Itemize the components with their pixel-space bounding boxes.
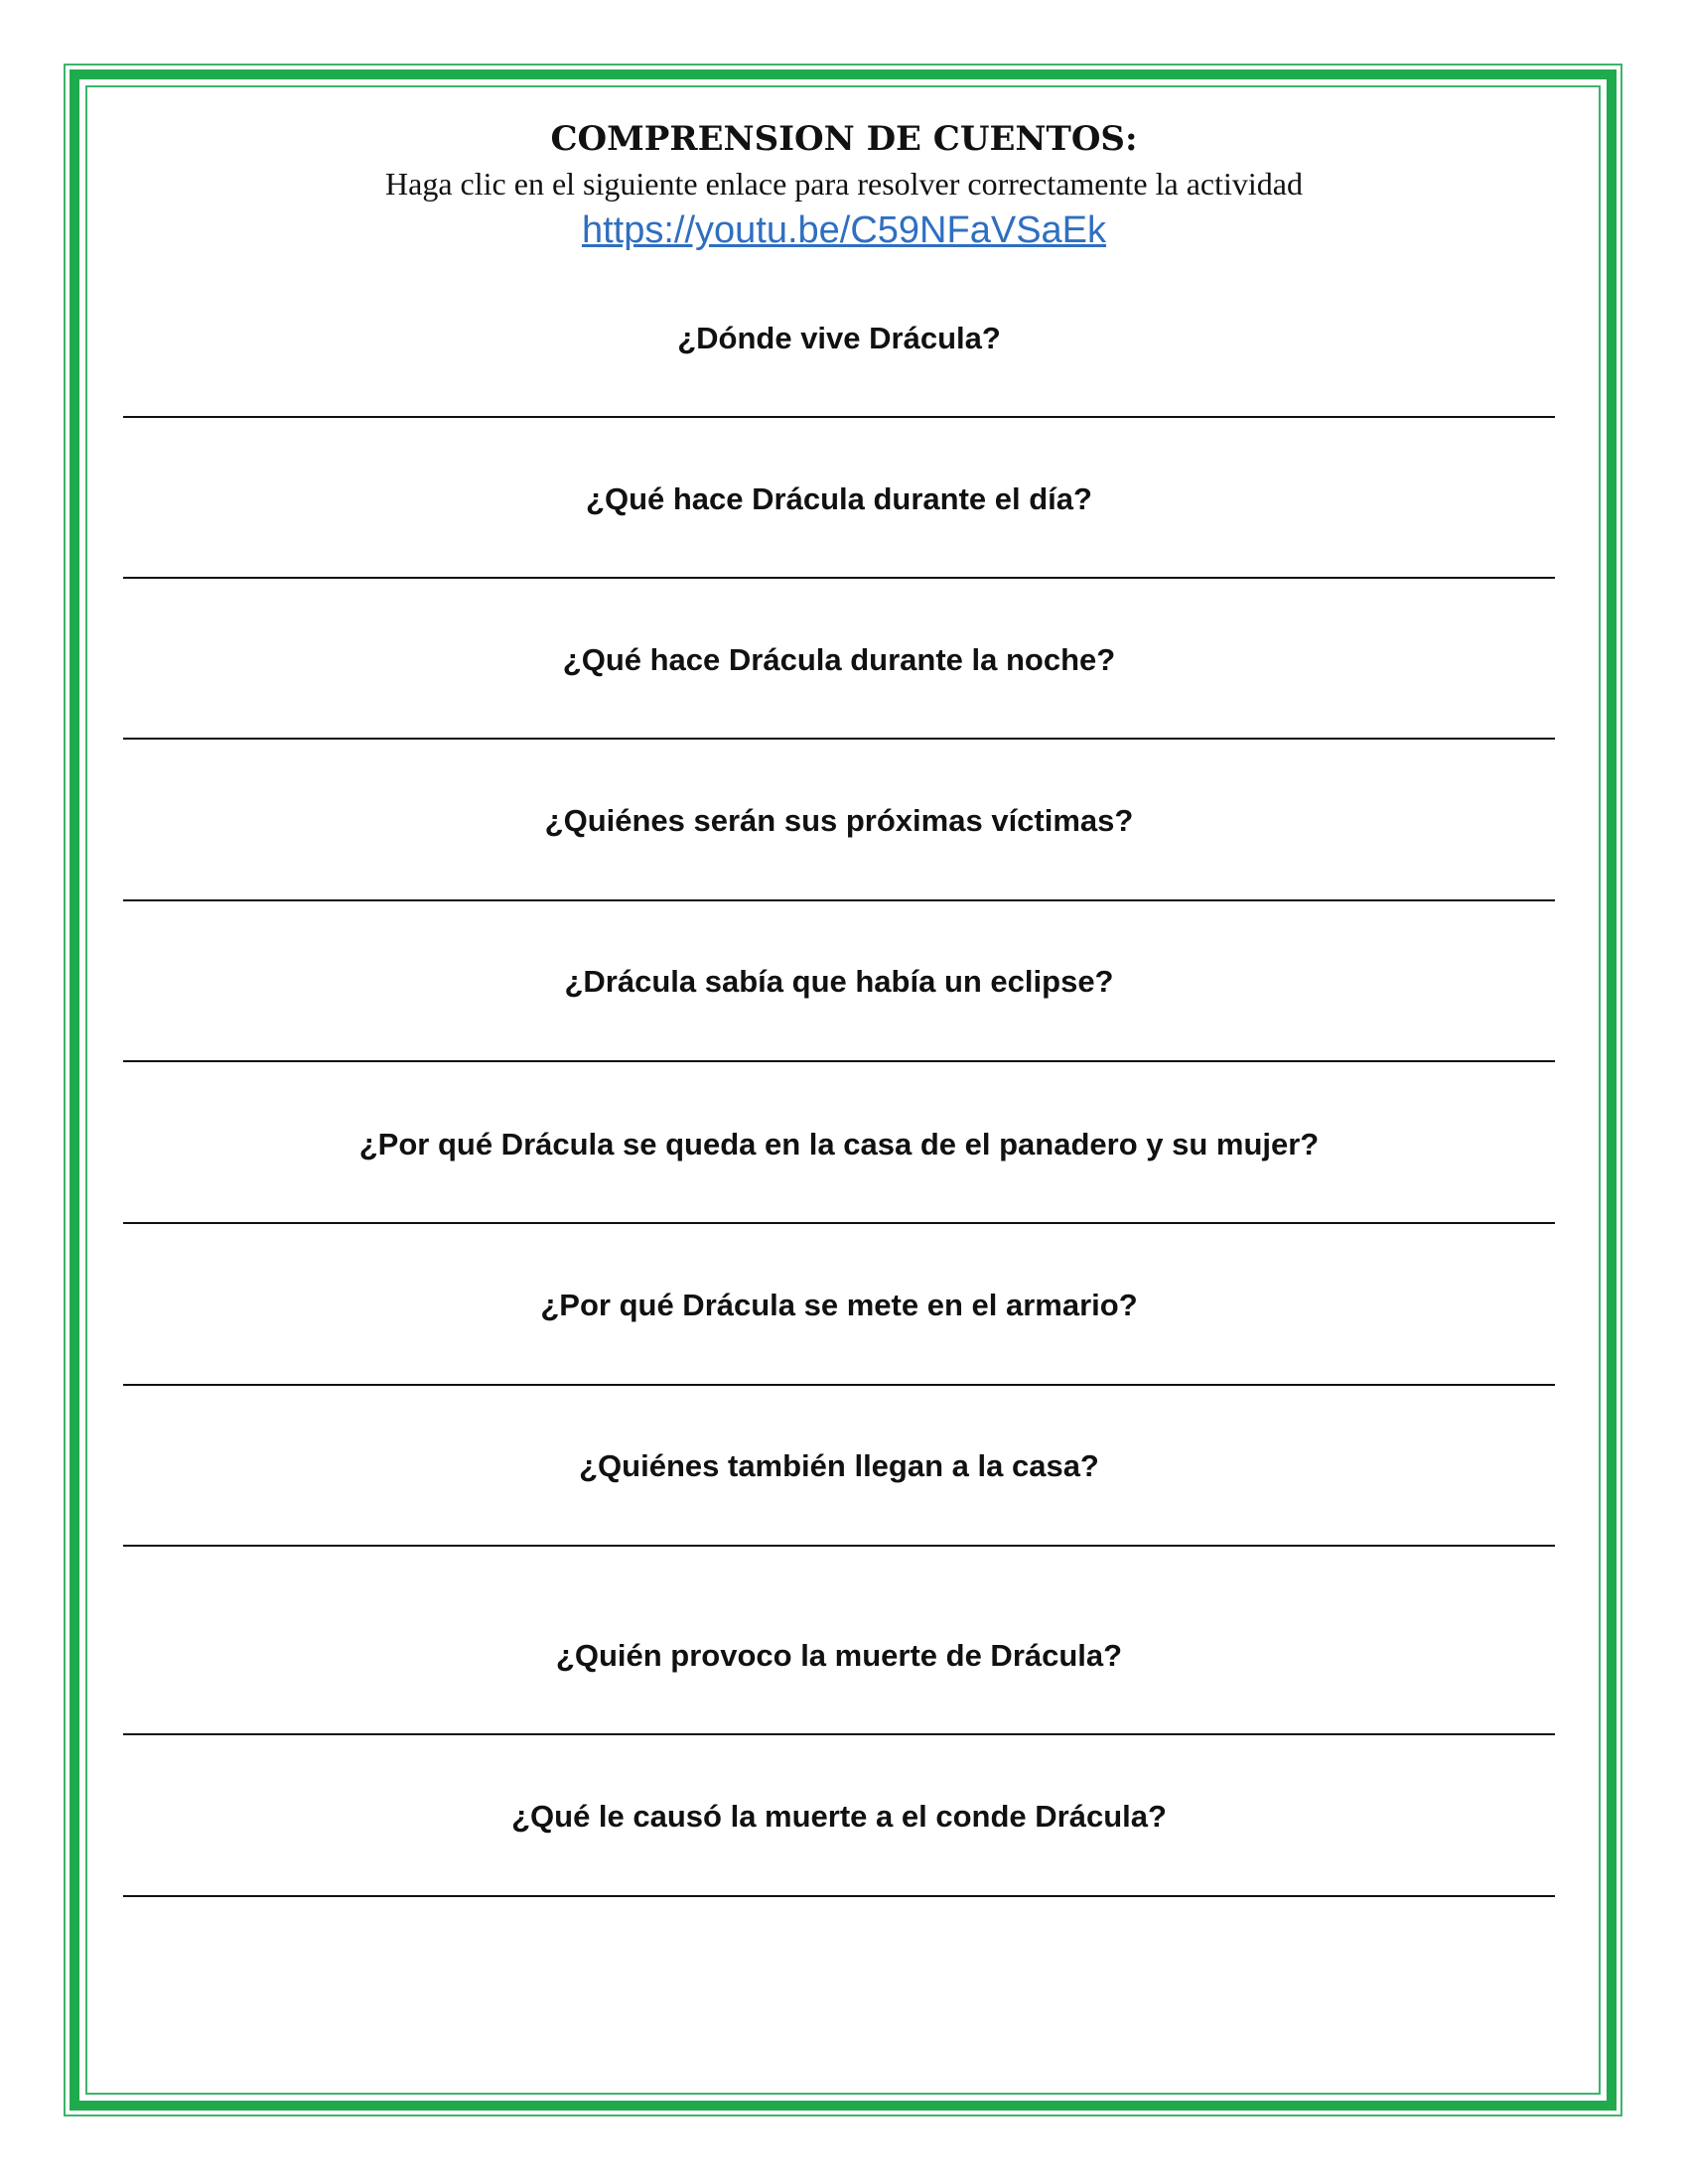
question-3: ¿Qué hace Drácula durante la noche? — [562, 642, 1116, 677]
answer-line-10[interactable] — [123, 1895, 1555, 1897]
answer-line-3[interactable] — [123, 738, 1555, 740]
question-4: ¿Quiénes serán sus próximas víctimas? — [544, 803, 1134, 838]
question-5: ¿Drácula sabía que había un eclipse? — [564, 964, 1114, 999]
question-7: ¿Por qué Drácula se mete en el armario? — [540, 1288, 1138, 1322]
question-9: ¿Quién provoco la muerte de Drácula? — [555, 1638, 1123, 1673]
instructions-text: Haga clic en el siguiente enlace para resolver correctamente la actividad — [385, 166, 1303, 202]
answer-line-5[interactable] — [123, 1060, 1555, 1062]
answer-line-4[interactable] — [123, 899, 1555, 901]
worksheet-header — [119, 117, 1569, 254]
question-6: ¿Por qué Drácula se queda en la casa de el panadero y su mujer? — [358, 1127, 1320, 1161]
answer-line-8[interactable] — [123, 1545, 1555, 1547]
frame-inner-border — [85, 85, 1601, 2095]
question-2: ¿Qué hace Drácula durante el día? — [586, 481, 1092, 516]
answer-line-7[interactable] — [123, 1384, 1555, 1386]
answer-line-2[interactable] — [123, 577, 1555, 579]
answer-line-1[interactable] — [123, 416, 1555, 418]
video-link[interactable]: https://youtu.be/C59NFaVSaEk — [581, 209, 1107, 251]
answer-line-9[interactable] — [123, 1733, 1555, 1735]
answer-line-6[interactable] — [123, 1222, 1555, 1224]
question-8: ¿Quiénes también llegan a la casa? — [579, 1448, 1099, 1483]
question-10: ¿Qué le causó la muerte a el conde Drácula? — [511, 1799, 1167, 1834]
page-title: COMPRENSION DE CUENTOS: — [550, 119, 1138, 159]
question-1: ¿Dónde vive Drácula? — [677, 321, 1001, 355]
